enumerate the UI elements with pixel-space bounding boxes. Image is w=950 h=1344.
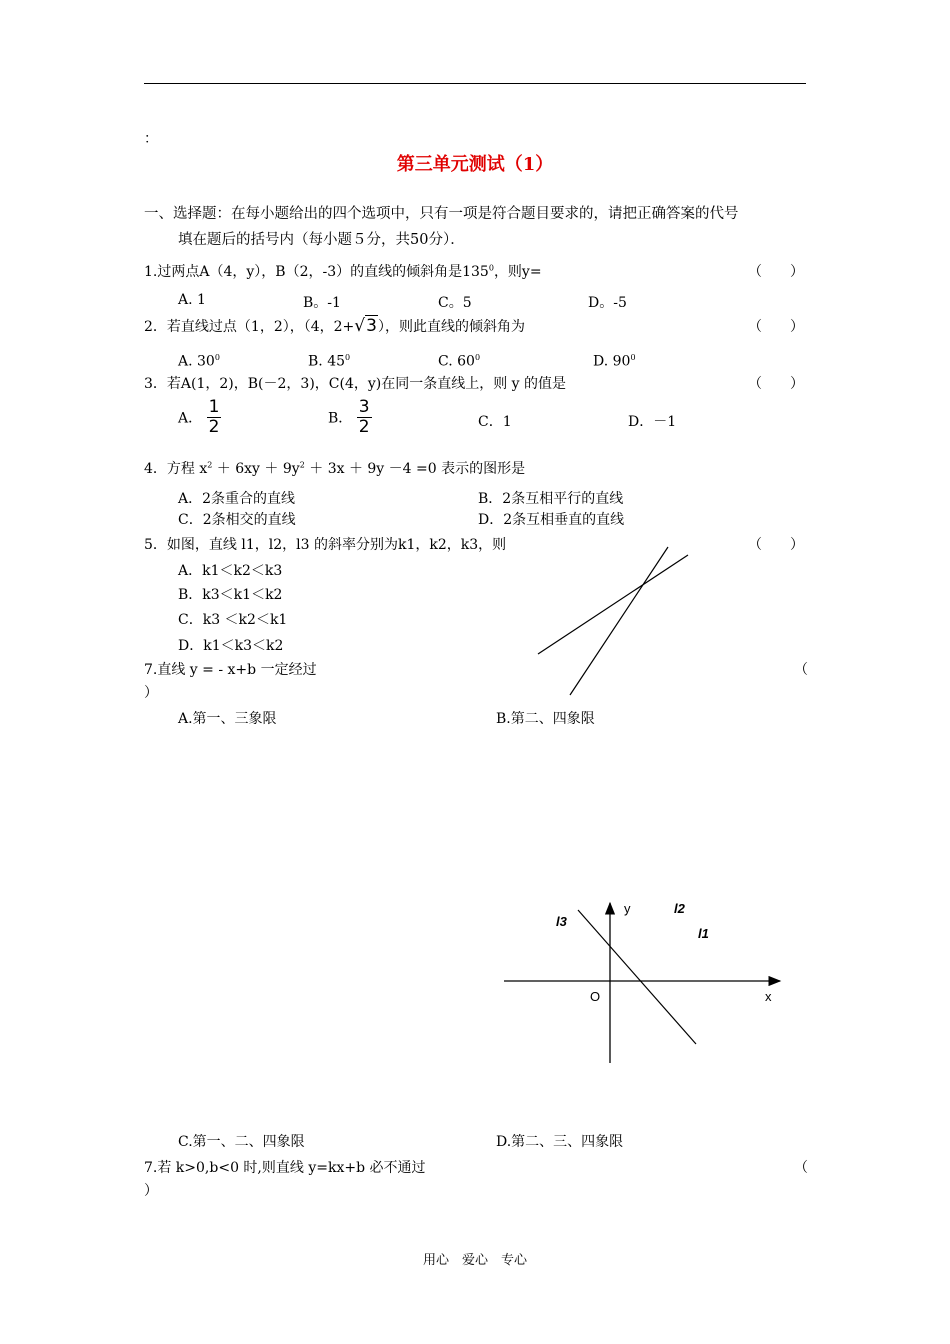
q5-option-b: B．k3＜k1＜k2	[178, 587, 283, 603]
line-a	[538, 555, 688, 654]
q7a-option-b: B.第二、四象限	[496, 711, 595, 727]
q4-option-c: C．2条相交的直线	[178, 512, 296, 528]
question-7a: 7.直线 y = - x+b 一定经过	[144, 662, 317, 678]
l3-label: l3	[556, 914, 567, 929]
question-4: 4．方程 $x^2 + 6xy + 9y^2 + 3x + 9y -4 =0$ 表示的图形是	[144, 460, 526, 477]
q7a-option-d: D.第二、三、四象限	[496, 1134, 624, 1150]
q7b-bracket-open: （	[794, 1160, 808, 1176]
header-rule	[144, 83, 806, 84]
page-title: 第三单元测试（1）	[396, 154, 554, 175]
question-1: 1.过两点A（4，y），B（2，-3）的直线的倾斜角是$135^0$，则y=	[144, 263, 542, 280]
q1-option-c: C。5	[438, 295, 472, 311]
y-axis-label: y	[624, 901, 631, 916]
q7a-bracket-open: （	[794, 662, 808, 678]
q7b-bracket-close: ）	[144, 1183, 158, 1199]
q7a-option-c: C.第一、二、四象限	[178, 1134, 305, 1150]
q3-option-c: C．1	[478, 414, 512, 430]
q3-option-a: A． $\frac{1}{2}$	[178, 397, 220, 437]
fraction-three-halves: $\frac{3}{2}$	[358, 397, 370, 437]
q5-answer-bracket: （ ）	[748, 537, 804, 553]
section-heading-line2: 填在题后的括号内（每小题５分，共50分）．	[178, 232, 465, 248]
q1-answer-bracket: （ ）	[748, 264, 804, 280]
section-heading-line1: 一、选择题：在每小题给出的四个选项中，只有一项是符合题目要求的，请把正确答案的代号	[144, 206, 739, 222]
page-footer: 用心 爱心 专心	[422, 1253, 527, 1268]
q3-answer-bracket: （ ）	[748, 376, 804, 392]
coordinate-axes-figure	[500, 895, 790, 1070]
q3-option-d: D．－1	[628, 414, 677, 430]
q2-answer-bracket: （ ）	[748, 319, 804, 335]
q2-option-b: B. $45^0$	[308, 353, 351, 370]
q4-option-b: B．2条互相平行的直线	[478, 491, 624, 507]
q7a-bracket-close: ）	[144, 685, 158, 701]
fraction-one-half: $\frac{1}{2}$	[208, 397, 220, 437]
q1-option-b: B。-1	[303, 295, 341, 311]
q5-option-d: D．k1＜k3＜k2	[178, 638, 284, 654]
sqrt-expression: √3	[354, 316, 377, 336]
q5-option-a: A．k1＜k2＜k3	[178, 563, 283, 579]
stray-colon: ：	[144, 131, 158, 147]
line-b	[570, 547, 668, 695]
q4-option-a: A．2条重合的直线	[178, 491, 296, 507]
x-axis-label: x	[765, 989, 772, 1004]
line-l3	[578, 910, 696, 1044]
q2-option-a: A. $30^0$	[178, 353, 220, 370]
q2-option-d: D. $90^0$	[593, 353, 636, 370]
q5-crossing-lines-figure	[530, 540, 700, 700]
l2-label: l2	[674, 901, 685, 916]
q1-option-d: D。-5	[588, 295, 627, 311]
question-7b: 7.若 k>0,b<0 时,则直线 y=kx+b 必不通过	[144, 1160, 426, 1176]
q5-option-c: C．k3 ＜k2＜k1	[178, 612, 288, 628]
question-2: 2．若直线过点（1，2），（4，2+√3），则此直线的倾斜角为	[144, 316, 525, 336]
l1-label: l1	[698, 926, 709, 941]
question-5: 5．如图，直线 l1，l2，l3 的斜率分别为k1，k2，k3，则	[144, 537, 507, 553]
question-3: 3．若A(1，2)，B(－2，3)，C(4，y)在同一条直线上，则 y 的值是	[144, 376, 567, 392]
q4-option-d: D．2条互相垂直的直线	[478, 512, 625, 528]
q7a-option-a: A.第一、三象限	[178, 711, 277, 727]
origin-label: O	[590, 989, 601, 1004]
q3-option-b: B． $\frac{3}{2}$	[328, 397, 370, 437]
q1-option-a: A. 1	[178, 292, 206, 308]
q2-option-c: C. $60^0$	[438, 353, 481, 370]
